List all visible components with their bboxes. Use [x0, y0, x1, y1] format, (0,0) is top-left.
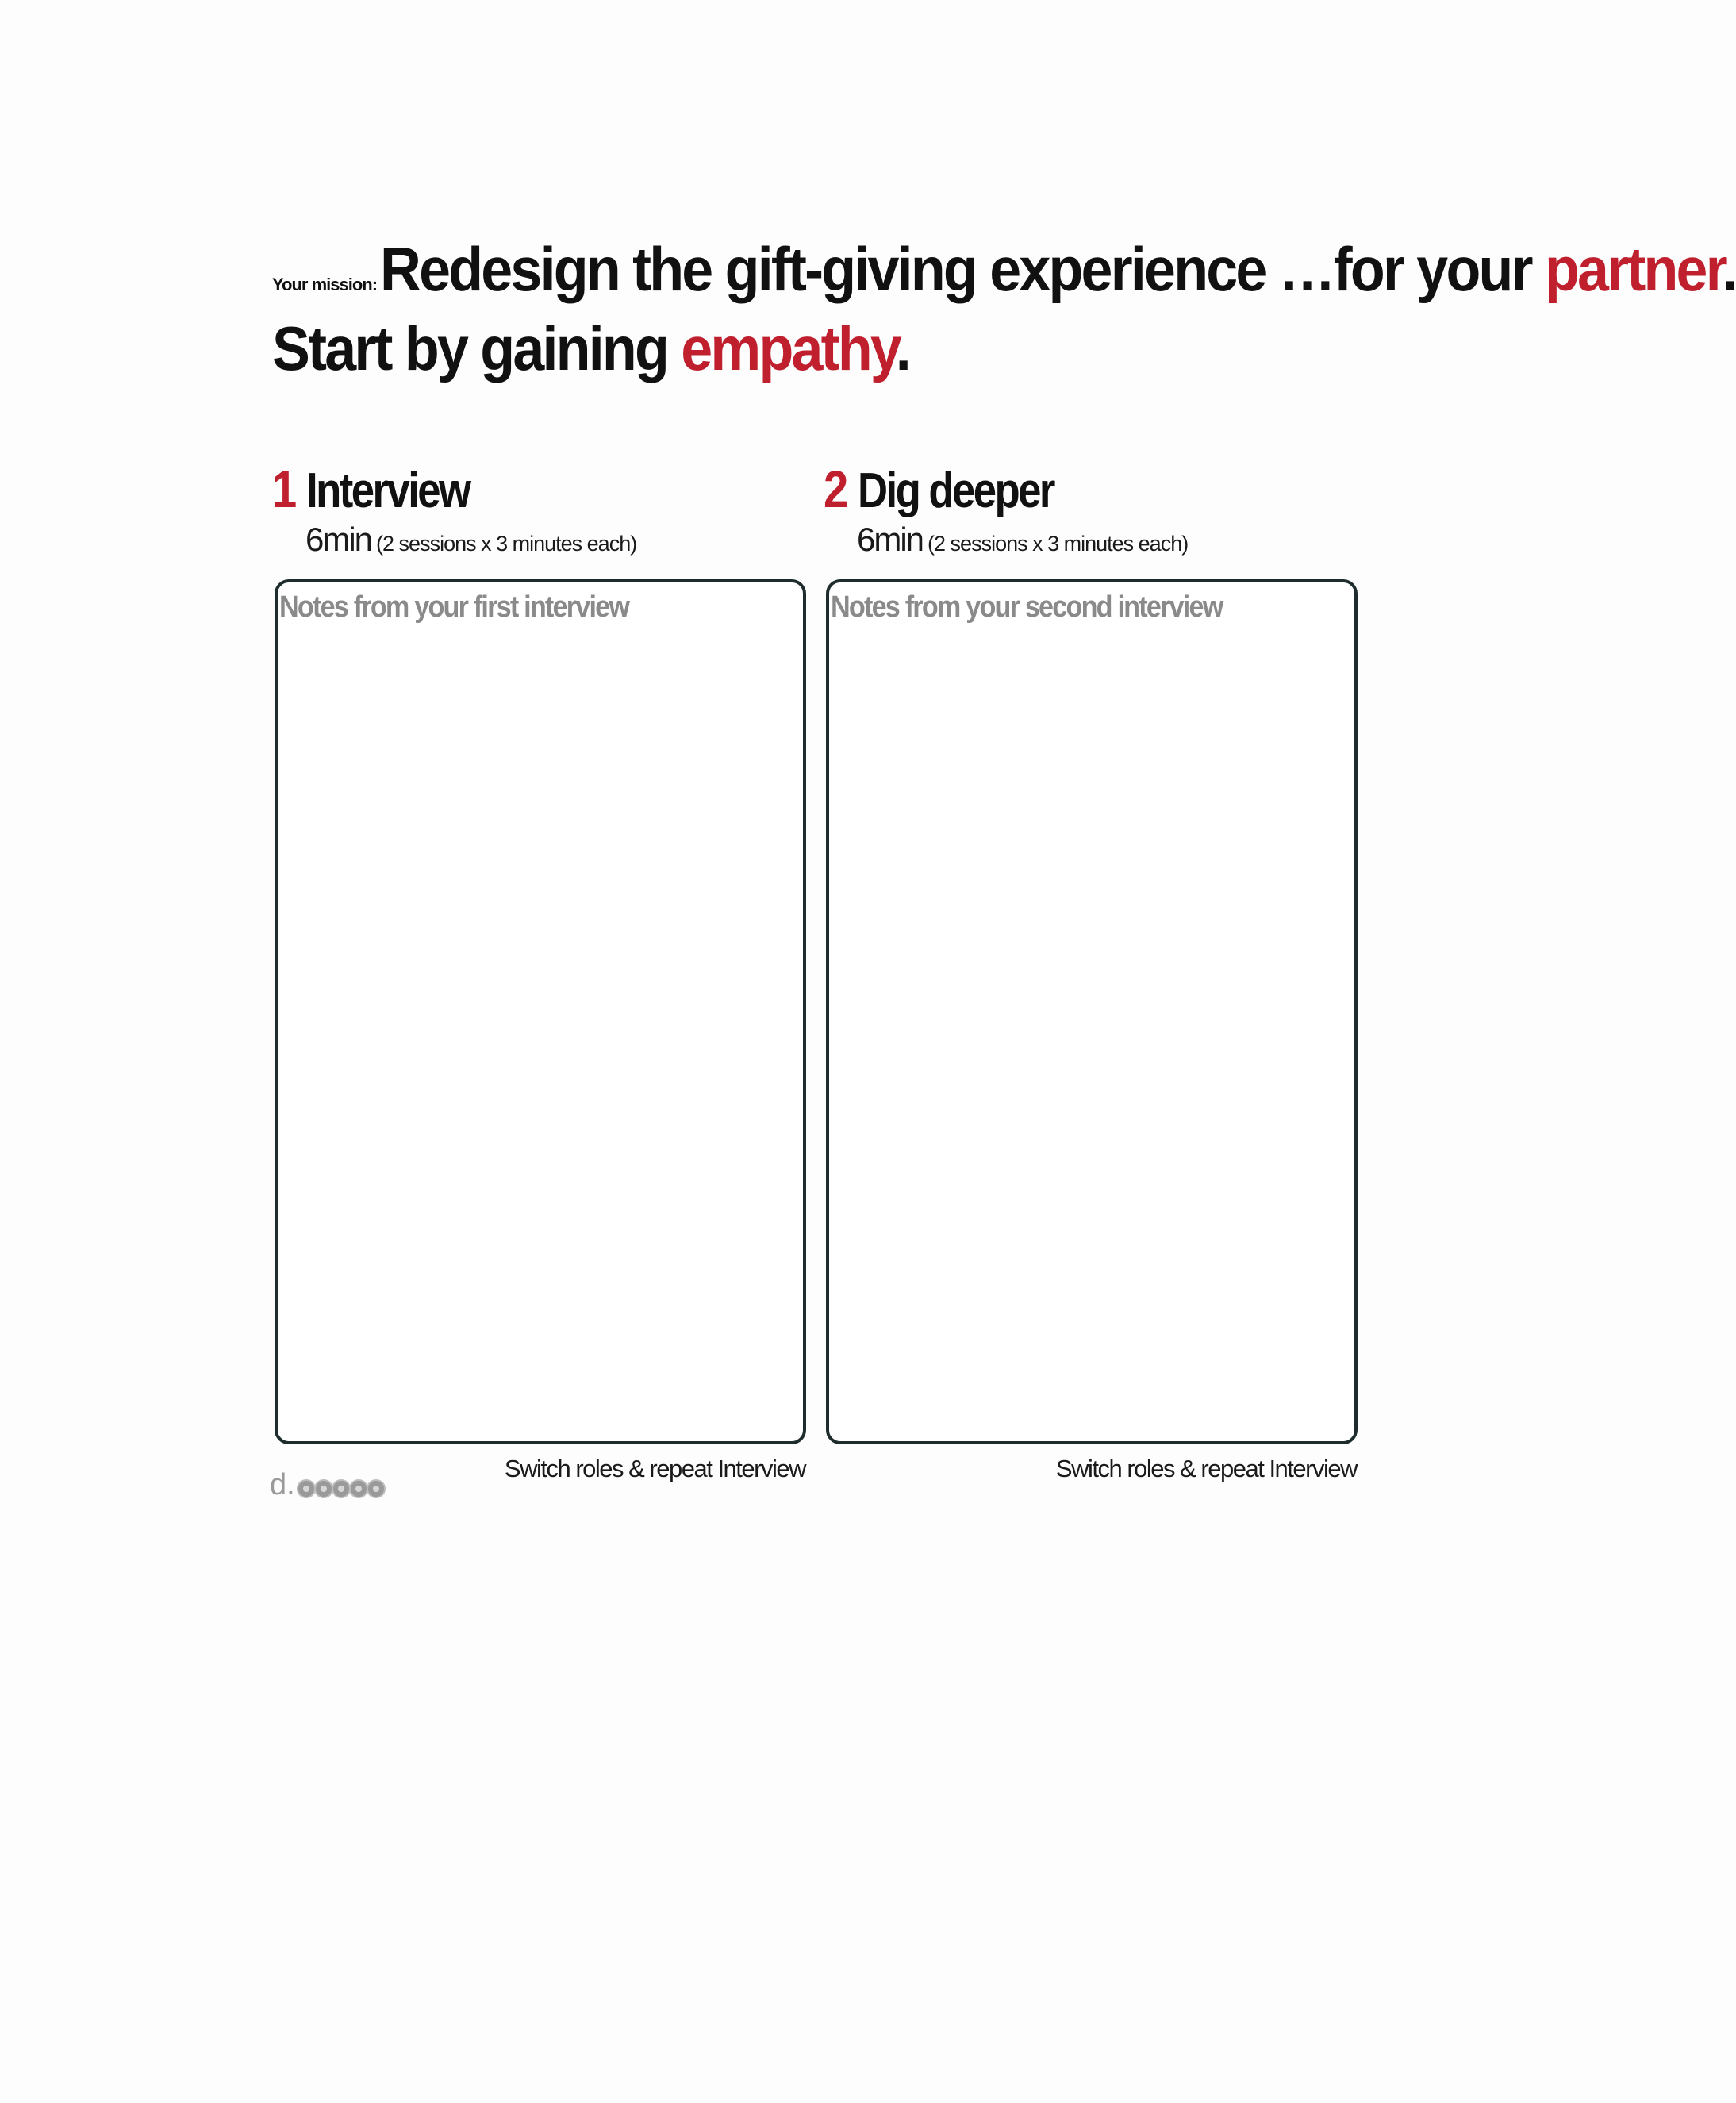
duration-detail: (2 sessions x 3 minutes each)	[376, 532, 637, 556]
mission-accent-partner: partner	[1545, 234, 1723, 304]
section-title: Dig deeper	[857, 463, 1054, 518]
section-number: 2	[824, 459, 847, 518]
logo-circle	[349, 1479, 368, 1498]
section-duration	[857, 521, 1363, 559]
section-heading	[272, 459, 812, 519]
logo-circle	[297, 1479, 316, 1498]
section-number: 1	[272, 459, 296, 518]
notes-box-first-interview[interactable]	[275, 579, 806, 1444]
section-interview	[272, 459, 812, 1482]
notes-label: Notes from your second interview	[831, 590, 1223, 624]
section-dig-deeper	[824, 459, 1363, 1482]
notes-label: Notes from your first interview	[279, 590, 629, 624]
mission-title-period: .	[1722, 234, 1736, 304]
logo-circle	[367, 1479, 386, 1498]
duration-detail: (2 sessions x 3 minutes each)	[928, 532, 1189, 556]
switch-roles-note: Switch roles & repeat Interview	[1055, 1455, 1357, 1482]
mission-line-1	[272, 234, 1736, 304]
logo-circles	[297, 1479, 384, 1498]
mission-title-main: Redesign the gift-giving experience …for your	[380, 234, 1546, 304]
mission-subtitle-period: .	[895, 313, 909, 383]
logo-prefix: d.	[270, 1468, 295, 1501]
mission-heading	[272, 234, 1736, 383]
dschool-logo-icon	[270, 1470, 384, 1500]
duration-main: 6min	[857, 521, 924, 558]
switch-roles-note: Switch roles & repeat Interview	[504, 1455, 805, 1482]
section-duration	[305, 521, 812, 559]
notes-box-second-interview[interactable]	[826, 579, 1358, 1444]
mission-label: Your mission:	[272, 275, 378, 294]
duration-main: 6min	[305, 521, 372, 558]
mission-line-2	[272, 313, 1294, 383]
section-title: Interview	[305, 463, 470, 518]
mission-subtitle-main: Start by gaining	[272, 313, 682, 383]
logo-circle	[314, 1479, 333, 1498]
section-heading	[824, 459, 1363, 519]
mission-title	[380, 234, 1736, 304]
logo-circle	[332, 1479, 351, 1498]
mission-accent-empathy: empathy	[681, 313, 896, 383]
